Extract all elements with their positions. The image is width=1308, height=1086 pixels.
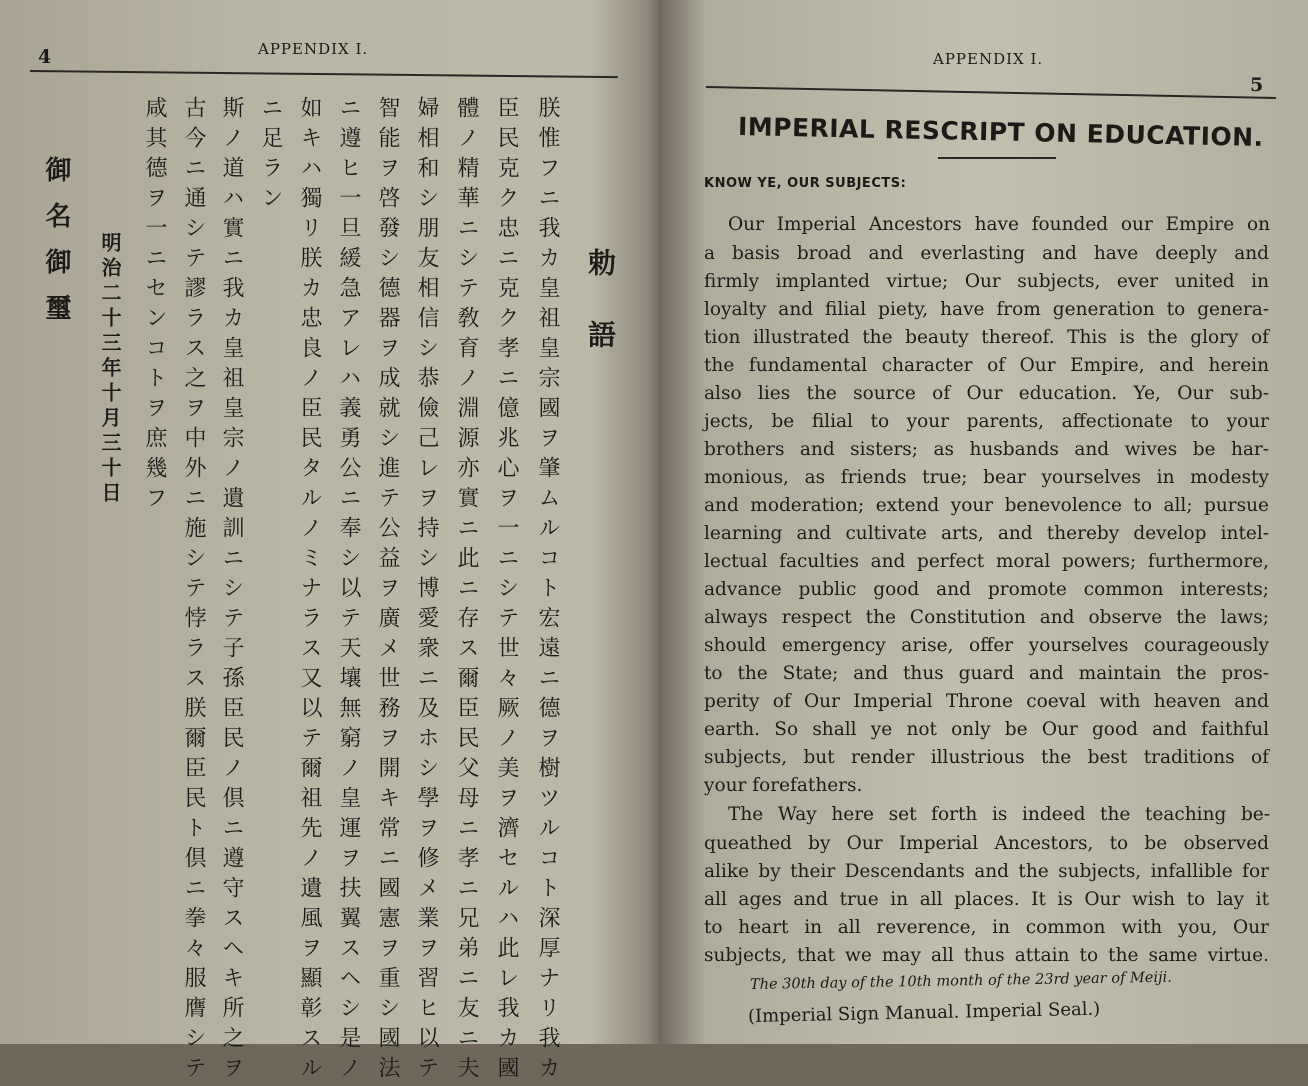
body-line: also lies the source of Our education. Ye, Our sub- (704, 383, 1269, 404)
body-line: and moderation; extend your benevolence to all; pursue (704, 495, 1269, 516)
running-head-right: APPENDIX I. (933, 50, 1044, 68)
body-line: your forefathers. (704, 775, 863, 796)
left-page (0, 0, 650, 1086)
japanese-column-1: 朕惟フニ我カ皇祖皇宗國ヲ肇ムルコト宏遠ニ德ヲ樹ツルコト深厚ナリ我カ (535, 96, 560, 1086)
body-line: firmly implanted virtue; Our subjects, ever united in (704, 271, 1269, 292)
body-line: queathed by Our Imperial Ancestors, to be observed (704, 833, 1269, 854)
body-line: tion illustrated the beauty thereof. This is the glory of (704, 327, 1269, 348)
title-underline (938, 157, 1056, 159)
body-line: lectual faculties and perfect moral powers; furthermore, (704, 551, 1269, 572)
right-page (658, 0, 1308, 1044)
japanese-date: 明治二十三年十月三十日 (98, 232, 122, 507)
body-line: learning and cultivate arts, and thereby develop intel- (704, 523, 1269, 544)
header-rule-right (706, 86, 1276, 99)
japanese-column-11: 咸其德ヲ一ニセンコトヲ庶幾フ (142, 96, 167, 516)
body-line: a basis broad and everlasting and have deeply and (704, 243, 1269, 264)
body-line: perity of Our Imperial Throne coeval with heaven and (704, 691, 1269, 712)
japanese-column-9: 斯ノ道ハ實ニ我カ皇祖皇宗ノ遺訓ニシテ子孫臣民ノ倶ニ遵守スヘキ所之ヲ (219, 96, 244, 1086)
seal-line: (Imperial Sign Manual. Imperial Seal.) (747, 998, 1101, 1027)
body-line: The Way here set forth is indeed the teaching be- (728, 804, 1270, 825)
body-line: Our Imperial Ancestors have founded our Empire on (728, 214, 1270, 235)
body-line: loyalty and filial piety, have from generation to genera- (704, 299, 1269, 320)
body-line: always respect the Constitution and observe the laws; (704, 607, 1269, 628)
japanese-column-6: ニ遵ヒ一旦緩急アレハ義勇公ニ奉シ以テ天壤無窮ノ皇運ヲ扶翼スヘシ是ノ (336, 96, 361, 1086)
japanese-column-7: 如キハ獨リ朕カ忠良ノ臣民タルノミナラス又以テ爾祖先ノ遺風ヲ顯彰スル (297, 96, 322, 1086)
english-dateline: The 30th day of the 10th month of the 23rd year of Meiji. (749, 969, 1172, 993)
body-line: should emergency arise, offer yourselves courageously (704, 635, 1269, 656)
salutation: KNOW YE, OUR SUBJECTS: (704, 176, 907, 191)
japanese-column-2: 臣民克ク忠ニ克ク孝ニ億兆心ヲ一ニシテ世々厥ノ美ヲ濟セルハ此レ我カ國 (494, 96, 519, 1086)
body-line: the fundamental character of Our Empire, and herein (704, 355, 1269, 376)
body-line: alike by their Descendants and the subjects, infallible for (704, 861, 1269, 882)
body-line: earth. So shall ye not only be Our good and faithful (704, 719, 1269, 740)
japanese-column-3: 體ノ精華ニシテ敎育ノ淵源亦實ニ此ニ存ス爾臣民父母ニ孝ニ兄弟ニ友ニ夫 (454, 96, 479, 1086)
header-rule-left (30, 70, 618, 78)
japanese-column-4: 婦相和シ朋友相信シ恭儉己レヲ持シ博愛衆ニ及ホシ學ヲ修メ業ヲ習ヒ以テ (414, 96, 439, 1086)
body-line: to heart in all reverence, in common with you, Our (704, 917, 1269, 938)
body-line: monious, as friends true; bear yourselves in modesty (704, 467, 1269, 488)
body-line: advance public good and promote common interests; (704, 579, 1269, 600)
body-line: subjects, that we may all thus attain to the same virtue. (704, 945, 1269, 966)
body-line: all ages and true in all places. It is Our wish to lay it (704, 889, 1269, 910)
japanese-column-10: 古今ニ通シテ謬ラス之ヲ中外ニ施シテ悖ラス朕爾臣民ト倶ニ拳々服膺シテ (181, 96, 206, 1086)
body-line: jects, be filial to your parents, affectionate to your (704, 411, 1269, 432)
page-number-right: 5 (1250, 74, 1264, 96)
body-line: brothers and sisters; as husbands and wives be har- (704, 439, 1269, 460)
body-line: subjects, but render illustrious the best traditions of (704, 747, 1269, 768)
running-head-left: APPENDIX I. (258, 40, 369, 58)
japanese-column-5: 智能ヲ啓發シ德器ヲ成就シ進テ公益ヲ廣メ世務ヲ開キ常ニ國憲ヲ重シ國法 (375, 96, 400, 1086)
imperial-signature: 御名御璽 (41, 156, 71, 340)
japanese-column-8: ニ足ラン (258, 96, 283, 216)
english-title: IMPERIAL RESCRIPT ON EDUCATION. (737, 112, 1264, 153)
page-number-left: 4 (38, 46, 52, 68)
japanese-title: 勅語 (584, 248, 617, 392)
body-line: to the State; and thus guard and maintain the pros- (704, 663, 1269, 684)
